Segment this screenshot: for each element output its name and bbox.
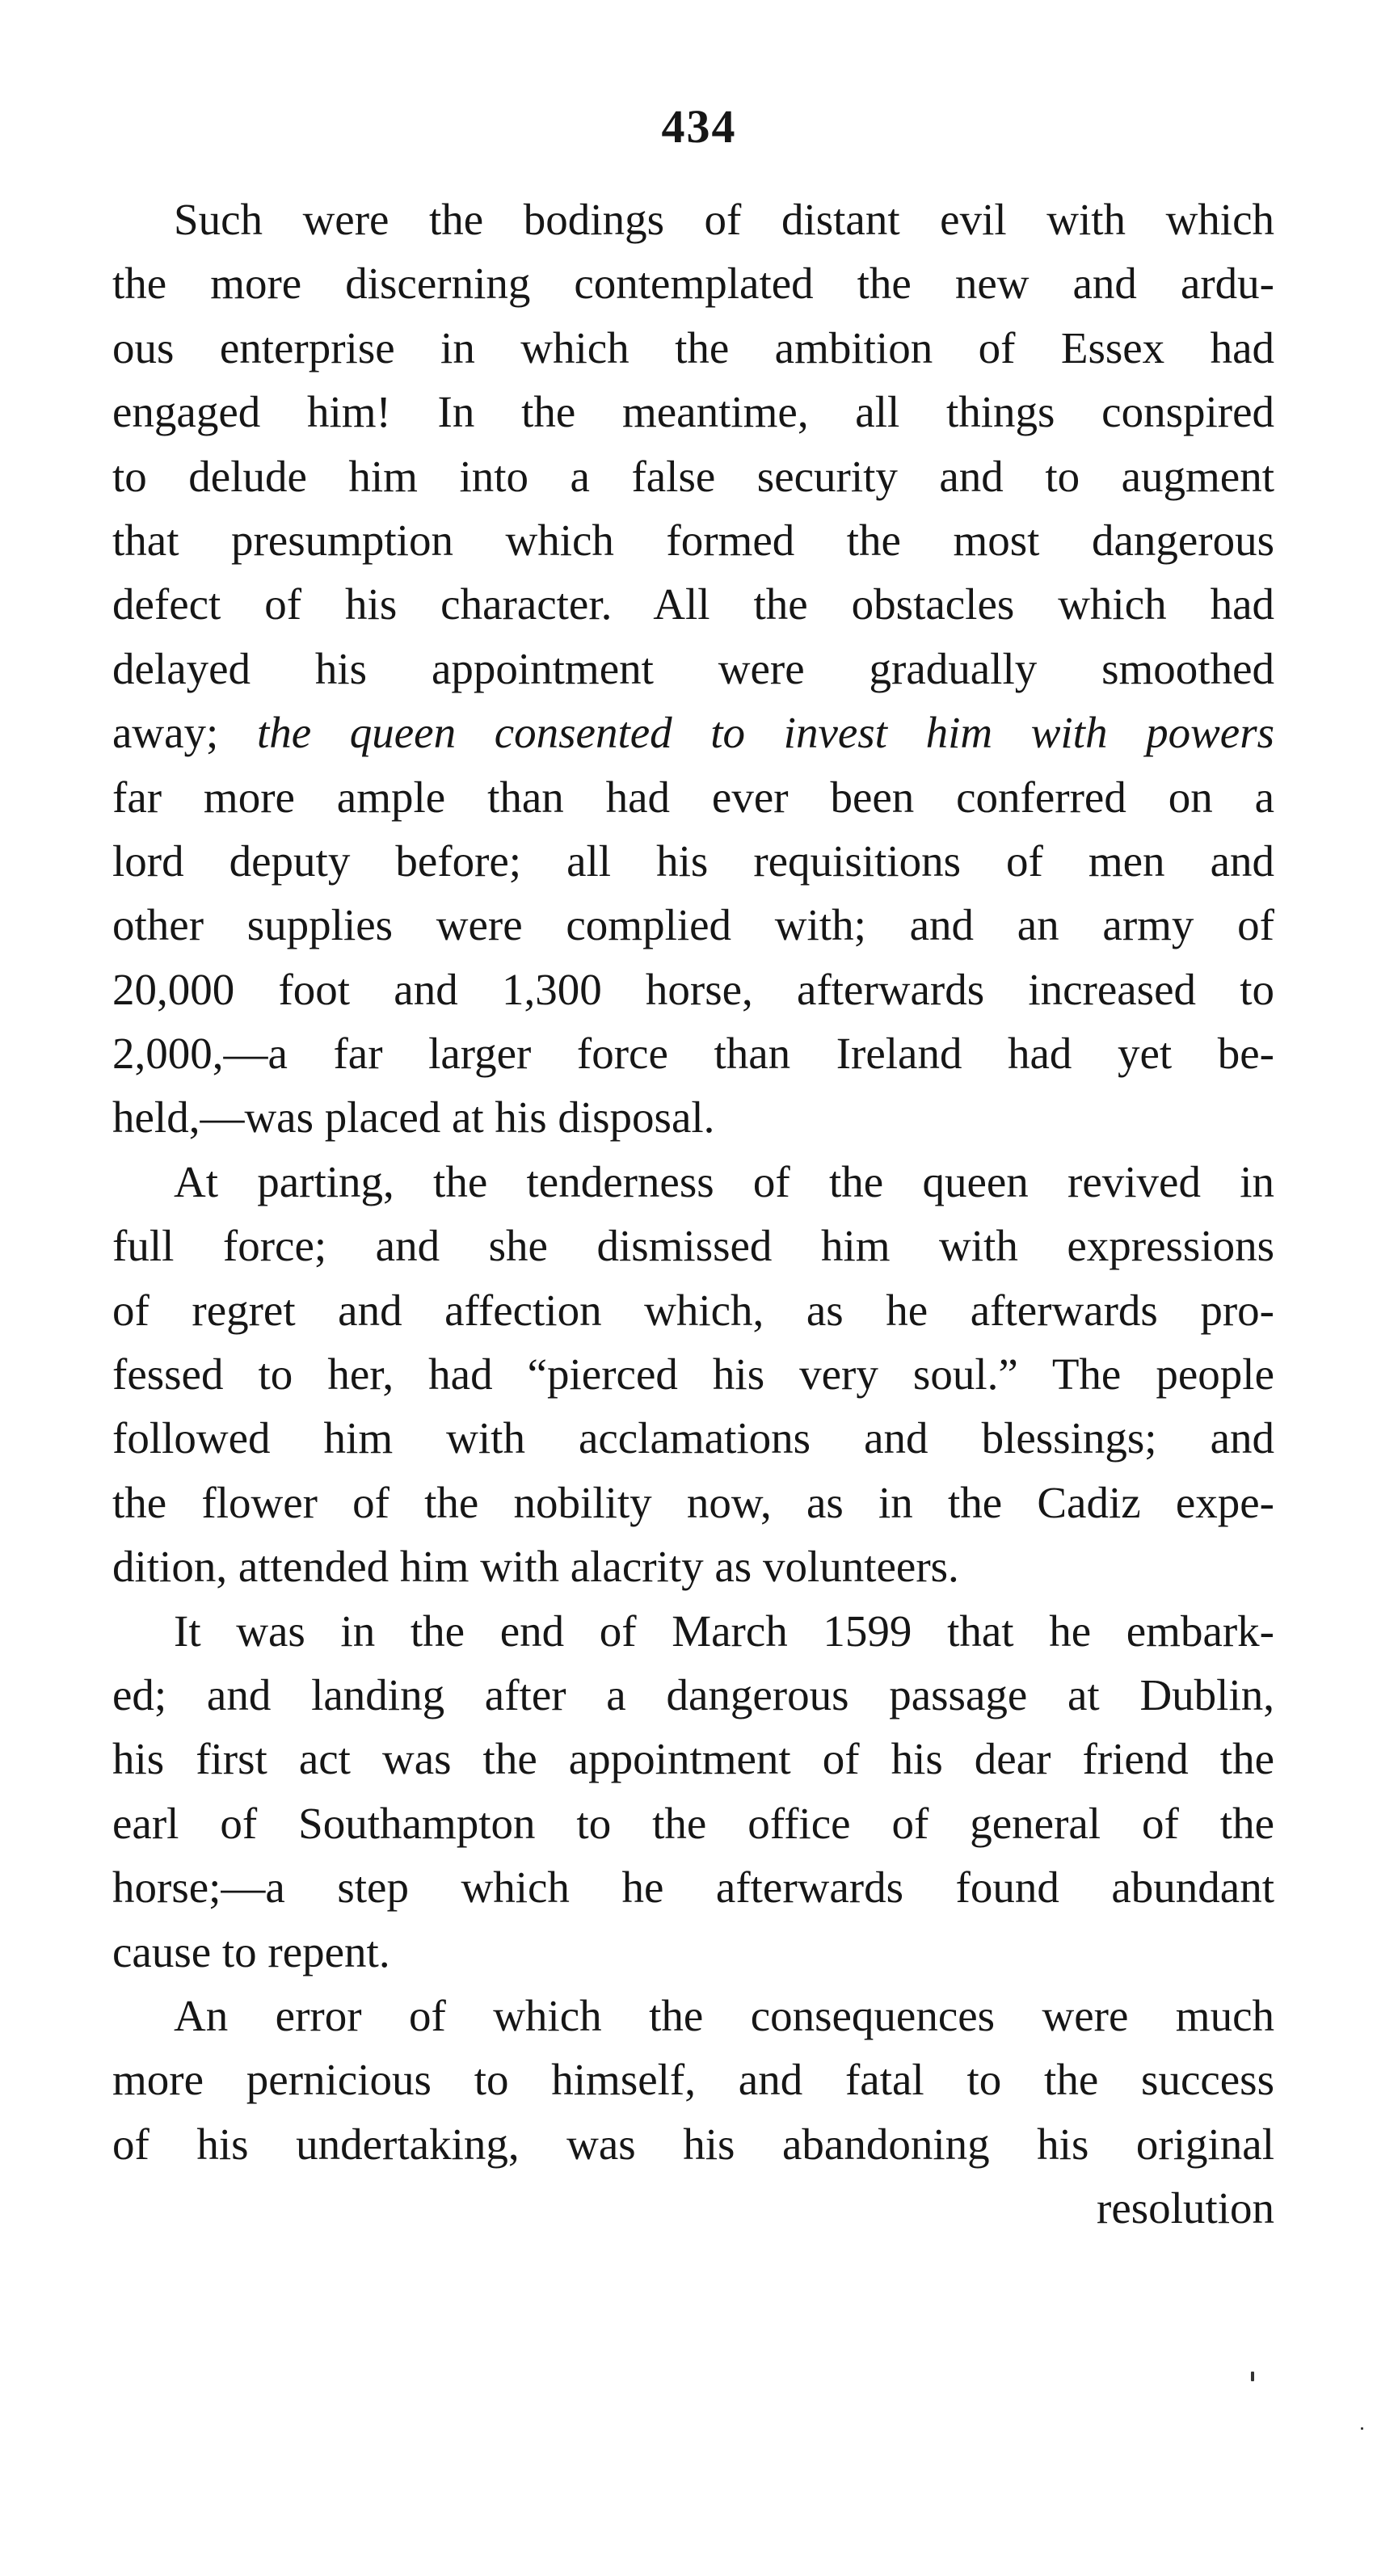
- body-text: [112, 187, 1274, 2241]
- text-line: followed him with acclamations and blessings; and: [112, 1413, 1274, 1463]
- catchword: resolution: [1097, 2183, 1274, 2233]
- paragraph: [112, 1984, 1274, 2176]
- text-line: 2,000,—a far larger force than Ireland had yet be-: [112, 1029, 1274, 1079]
- text-line: delayed his appointment were gradually smoothed: [112, 643, 1274, 693]
- text-line: to delude him into a false security and to augment: [112, 451, 1274, 501]
- text-line: earl of Southampton to the office of general of the: [112, 1798, 1274, 1848]
- text-line: horse;—a step which he afterwards found abundant: [112, 1863, 1274, 1913]
- text-line: more pernicious to himself, and fatal to the success: [112, 2055, 1274, 2105]
- text-line: defect of his character. All the obstacles which had: [112, 579, 1274, 629]
- ink-speck: [1251, 2372, 1254, 2381]
- page-number: 434: [661, 100, 737, 153]
- text-line: dition, attended him with alacrity as volunteers.: [112, 1542, 959, 1592]
- text-line: his first act was the appointment of his dear friend the: [112, 1734, 1274, 1784]
- text-line: It was in the end of March 1599 that he embark-: [174, 1606, 1274, 1656]
- text-line: the more discerning contemplated the new and ardu-: [112, 259, 1274, 309]
- text-line: fessed to her, had “pierced his very soul.” The people: [112, 1349, 1274, 1400]
- text-line: that presumption which formed the most dangerous: [112, 515, 1274, 565]
- text-line: full force; and she dismissed him with expressions: [112, 1221, 1274, 1271]
- text-line: of his undertaking, was his abandoning his original: [112, 2119, 1274, 2169]
- text-line: ous enterprise in which the ambition of Essex had: [112, 322, 1274, 373]
- text-line: [112, 701, 1274, 764]
- text-line: the flower of the nobility now, as in the Cadiz expe-: [112, 1477, 1274, 1527]
- text-line: held,—was placed at his disposal.: [112, 1092, 715, 1143]
- text-line: other supplies were complied with; and an army of: [112, 900, 1274, 950]
- paragraph: [112, 1599, 1274, 1984]
- text-line: cause to repent.: [112, 1926, 390, 1976]
- paragraph: [112, 187, 1274, 1150]
- text-line: lord deputy before; all his requisitions of men and: [112, 836, 1274, 886]
- text-line: ed; and landing after a dangerous passage at Dublin,: [112, 1669, 1274, 1719]
- text-line: At parting, the tenderness of the queen revived in: [174, 1156, 1274, 1206]
- text-line: of regret and affection which, as he afterwards pro-: [112, 1285, 1274, 1335]
- text-line: engaged him! In the meantime, all things conspired: [112, 387, 1274, 437]
- text-line: far more ample than had ever been conferred on a: [112, 772, 1274, 822]
- text-fragment: away;: [112, 708, 257, 758]
- ink-speck: [1361, 2427, 1363, 2430]
- text-line: 20,000 foot and 1,300 horse, afterwards increased to: [112, 964, 1274, 1014]
- text-line: An error of which the consequences were much: [174, 1990, 1274, 2040]
- italic-text-fragment: the queen consented to invest him with powers: [256, 708, 1274, 758]
- text-line: Such were the bodings of distant evil with which: [174, 195, 1274, 244]
- paragraph: [112, 1150, 1274, 1599]
